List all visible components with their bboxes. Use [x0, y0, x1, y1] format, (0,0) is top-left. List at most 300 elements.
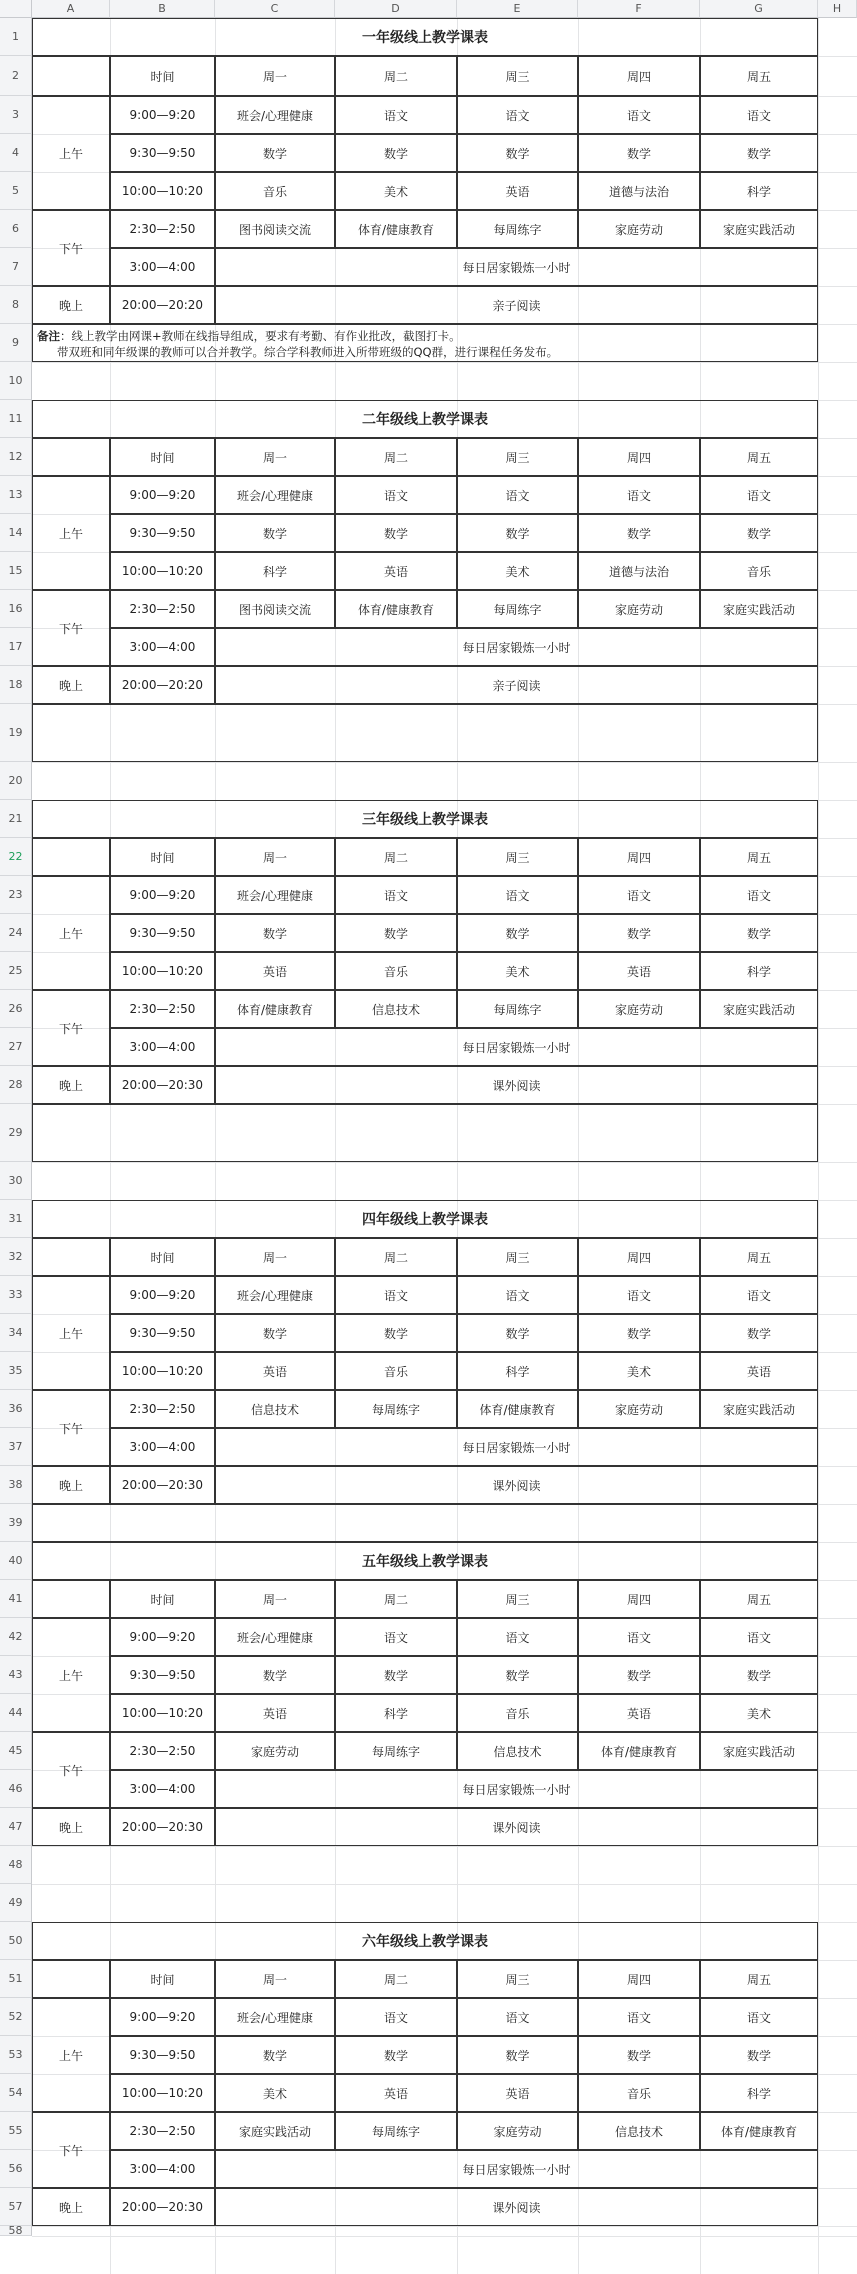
time-slot: 9:30—9:50 [110, 1656, 215, 1694]
header-day: 周五 [700, 438, 818, 476]
header-day: 周五 [700, 56, 818, 96]
class-cell[interactable]: 音乐 [578, 2074, 700, 2112]
time-slot: 2:30—2:50 [110, 990, 215, 1028]
row-header[interactable]: 12 [0, 438, 32, 476]
time-slot: 3:00—4:00 [110, 1770, 215, 1808]
class-cell[interactable]: 数学 [215, 1656, 335, 1694]
row-header[interactable]: 8 [0, 286, 32, 324]
class-cell[interactable]: 数学 [335, 2036, 457, 2074]
time-slot: 9:30—9:50 [110, 134, 215, 172]
class-cell[interactable]: 科学 [700, 172, 818, 210]
class-cell[interactable]: 家庭劳动 [578, 990, 700, 1028]
class-cell[interactable]: 语文 [578, 476, 700, 514]
class-cell[interactable]: 信息技术 [335, 990, 457, 1028]
row-header[interactable]: 23 [0, 876, 32, 914]
row-header[interactable]: 24 [0, 914, 32, 952]
class-cell[interactable]: 数学 [578, 1656, 700, 1694]
class-cell[interactable]: 家庭劳动 [457, 2112, 578, 2150]
class-cell[interactable]: 信息技术 [578, 2112, 700, 2150]
time-slot: 10:00—10:20 [110, 2074, 215, 2112]
grid-line [32, 1846, 857, 1847]
evening-time: 20:00—20:20 [110, 666, 215, 704]
class-cell[interactable]: 家庭实践活动 [700, 1390, 818, 1428]
header-time: 时间 [110, 1960, 215, 1998]
row-header[interactable]: 55 [0, 2112, 32, 2150]
evening-time: 20:00—20:20 [110, 286, 215, 324]
class-cell[interactable]: 数学 [578, 514, 700, 552]
row-header[interactable]: 31 [0, 1200, 32, 1238]
row-header[interactable]: 18 [0, 666, 32, 704]
row-header[interactable]: 53 [0, 2036, 32, 2074]
exercise-cell[interactable]: 每日居家锻炼一小时 [215, 1770, 818, 1808]
schedule-title: 五年级线上教学课表 [32, 1542, 818, 1580]
class-cell[interactable]: 家庭实践活动 [215, 2112, 335, 2150]
class-cell[interactable]: 体育/健康教育 [335, 210, 457, 248]
class-cell[interactable]: 体育/健康教育 [215, 990, 335, 1028]
row-header[interactable]: 28 [0, 1066, 32, 1104]
class-cell[interactable]: 语文 [457, 1618, 578, 1656]
evening-activity[interactable]: 亲子阅读 [215, 286, 818, 324]
class-cell[interactable]: 体育/健康教育 [578, 1732, 700, 1770]
empty-corner-cell [32, 838, 110, 876]
row-header[interactable]: 57 [0, 2188, 32, 2226]
class-cell[interactable]: 语文 [335, 1276, 457, 1314]
header-day: 周三 [457, 1238, 578, 1276]
exercise-cell[interactable]: 每日居家锻炼一小时 [215, 628, 818, 666]
time-slot: 2:30—2:50 [110, 590, 215, 628]
grid-line [32, 1162, 857, 1163]
column-header[interactable]: D [335, 0, 457, 18]
row-header[interactable]: 17 [0, 628, 32, 666]
row-header[interactable]: 54 [0, 2074, 32, 2112]
header-time: 时间 [110, 438, 215, 476]
header-day: 周一 [215, 1580, 335, 1618]
row-header[interactable]: 58 [0, 2226, 32, 2236]
row-header[interactable]: 13 [0, 476, 32, 514]
header-day: 周二 [335, 838, 457, 876]
time-slot: 10:00—10:20 [110, 1694, 215, 1732]
column-header[interactable]: G [700, 0, 818, 18]
time-slot: 3:00—4:00 [110, 628, 215, 666]
row-header[interactable]: 5 [0, 172, 32, 210]
row-header[interactable]: 47 [0, 1808, 32, 1846]
class-cell[interactable]: 语文 [335, 476, 457, 514]
class-cell[interactable]: 语文 [457, 1276, 578, 1314]
row-header[interactable]: 36 [0, 1390, 32, 1428]
class-cell[interactable]: 英语 [215, 952, 335, 990]
time-slot: 3:00—4:00 [110, 2150, 215, 2188]
row-header[interactable]: 2 [0, 56, 32, 96]
class-cell[interactable]: 每周练字 [335, 1390, 457, 1428]
row-header[interactable]: 6 [0, 210, 32, 248]
evening-activity[interactable]: 课外阅读 [215, 1066, 818, 1104]
class-cell[interactable]: 科学 [457, 1352, 578, 1390]
class-cell[interactable]: 语文 [578, 96, 700, 134]
class-cell[interactable]: 语文 [700, 96, 818, 134]
row-header[interactable]: 39 [0, 1504, 32, 1542]
header-time: 时间 [110, 1580, 215, 1618]
class-cell[interactable]: 音乐 [457, 1694, 578, 1732]
class-cell[interactable]: 班会/心理健康 [215, 1998, 335, 2036]
period-afternoon: 下午 [32, 590, 110, 666]
class-cell[interactable]: 科学 [335, 1694, 457, 1732]
class-cell[interactable]: 语文 [700, 1276, 818, 1314]
column-header[interactable]: E [457, 0, 578, 18]
row-header[interactable]: 25 [0, 952, 32, 990]
schedule-title: 一年级线上教学课表 [32, 18, 818, 56]
evening-time: 20:00—20:30 [110, 1808, 215, 1846]
header-day: 周一 [215, 838, 335, 876]
row-header[interactable]: 15 [0, 552, 32, 590]
class-cell[interactable]: 美术 [457, 952, 578, 990]
blank-merged-cell[interactable] [32, 1504, 818, 1542]
row-header[interactable]: 38 [0, 1466, 32, 1504]
time-slot: 9:30—9:50 [110, 914, 215, 952]
time-slot: 10:00—10:20 [110, 1352, 215, 1390]
class-cell[interactable]: 美术 [215, 2074, 335, 2112]
class-cell[interactable]: 班会/心理健康 [215, 476, 335, 514]
class-cell[interactable]: 道德与法治 [578, 552, 700, 590]
evening-activity[interactable]: 亲子阅读 [215, 666, 818, 704]
class-cell[interactable]: 家庭实践活动 [700, 1732, 818, 1770]
row-header[interactable]: 46 [0, 1770, 32, 1808]
class-cell[interactable]: 每周练字 [335, 2112, 457, 2150]
row-header[interactable]: 11 [0, 400, 32, 438]
class-cell[interactable]: 语文 [578, 876, 700, 914]
class-cell[interactable]: 英语 [457, 2074, 578, 2112]
grid-line [32, 2226, 857, 2227]
row-header[interactable]: 45 [0, 1732, 32, 1770]
class-cell[interactable]: 班会/心理健康 [215, 1276, 335, 1314]
grid-line [818, 18, 819, 2274]
header-day: 周五 [700, 1238, 818, 1276]
class-cell[interactable]: 科学 [700, 2074, 818, 2112]
row-header[interactable]: 52 [0, 1998, 32, 2036]
class-cell[interactable]: 音乐 [335, 952, 457, 990]
class-cell[interactable]: 道德与法治 [578, 172, 700, 210]
class-cell[interactable]: 语文 [457, 96, 578, 134]
class-cell[interactable]: 语文 [700, 476, 818, 514]
period-evening: 晚上 [32, 2188, 110, 2226]
class-cell[interactable]: 数学 [335, 134, 457, 172]
grid-line [32, 1884, 857, 1885]
class-cell[interactable]: 数学 [335, 1314, 457, 1352]
row-header[interactable]: 22 [0, 838, 32, 876]
column-header[interactable]: F [578, 0, 700, 18]
time-slot: 9:00—9:20 [110, 476, 215, 514]
header-day: 周三 [457, 838, 578, 876]
class-cell[interactable]: 音乐 [215, 172, 335, 210]
row-header[interactable]: 50 [0, 1922, 32, 1960]
class-cell[interactable]: 英语 [578, 1694, 700, 1732]
row-header[interactable]: 21 [0, 800, 32, 838]
time-slot: 2:30—2:50 [110, 1732, 215, 1770]
class-cell[interactable]: 每周练字 [457, 590, 578, 628]
header-day: 周一 [215, 1960, 335, 1998]
header-day: 周三 [457, 56, 578, 96]
period-morning: 上午 [32, 476, 110, 590]
class-cell[interactable]: 数学 [578, 914, 700, 952]
class-cell[interactable]: 数学 [457, 914, 578, 952]
period-morning: 上午 [32, 1998, 110, 2112]
class-cell[interactable]: 英语 [335, 552, 457, 590]
row-header[interactable]: 3 [0, 96, 32, 134]
header-day: 周五 [700, 1960, 818, 1998]
class-cell[interactable]: 家庭实践活动 [700, 590, 818, 628]
class-cell[interactable]: 家庭劳动 [578, 1390, 700, 1428]
header-day: 周二 [335, 1580, 457, 1618]
row-header[interactable]: 49 [0, 1884, 32, 1922]
header-time: 时间 [110, 838, 215, 876]
period-evening: 晚上 [32, 666, 110, 704]
header-day: 周四 [578, 1580, 700, 1618]
class-cell[interactable]: 英语 [457, 172, 578, 210]
class-cell[interactable]: 每周练字 [335, 1732, 457, 1770]
class-cell[interactable]: 科学 [700, 952, 818, 990]
class-cell[interactable]: 家庭劳动 [578, 590, 700, 628]
class-cell[interactable]: 数学 [215, 914, 335, 952]
class-cell[interactable]: 数学 [215, 2036, 335, 2074]
row-header[interactable]: 34 [0, 1314, 32, 1352]
class-cell[interactable]: 语文 [578, 1998, 700, 2036]
class-cell[interactable]: 家庭劳动 [215, 1732, 335, 1770]
header-time: 时间 [110, 56, 215, 96]
row-header[interactable]: 48 [0, 1846, 32, 1884]
column-header[interactable]: H [818, 0, 857, 18]
empty-corner-cell [32, 1580, 110, 1618]
class-cell[interactable]: 语文 [335, 1998, 457, 2036]
exercise-cell[interactable]: 每日居家锻炼一小时 [215, 2150, 818, 2188]
header-day: 周五 [700, 1580, 818, 1618]
class-cell[interactable]: 语文 [700, 876, 818, 914]
grid-line [32, 2236, 857, 2237]
exercise-cell[interactable]: 每日居家锻炼一小时 [215, 1428, 818, 1466]
class-cell[interactable]: 数学 [700, 1656, 818, 1694]
column-header[interactable]: C [215, 0, 335, 18]
class-cell[interactable]: 数学 [700, 514, 818, 552]
class-cell[interactable]: 数学 [700, 2036, 818, 2074]
row-header[interactable]: 27 [0, 1028, 32, 1066]
time-slot: 9:30—9:50 [110, 514, 215, 552]
row-header[interactable]: 4 [0, 134, 32, 172]
period-afternoon: 下午 [32, 1732, 110, 1808]
note-line-2: 带双班和同年级课的教师可以合并教学。综合学科教师进入所带班级的QQ群，进行课程任务发布。 [57, 345, 559, 359]
class-cell[interactable]: 数学 [457, 2036, 578, 2074]
row-header[interactable]: 1 [0, 18, 32, 56]
class-cell[interactable]: 数学 [215, 1314, 335, 1352]
empty-corner-cell [32, 56, 110, 96]
class-cell[interactable]: 体育/健康教育 [457, 1390, 578, 1428]
class-cell[interactable]: 英语 [215, 1694, 335, 1732]
header-day: 周一 [215, 1238, 335, 1276]
period-evening: 晚上 [32, 1466, 110, 1504]
class-cell[interactable]: 数学 [700, 914, 818, 952]
class-cell[interactable]: 数学 [335, 1656, 457, 1694]
time-slot: 3:00—4:00 [110, 1028, 215, 1066]
period-afternoon: 下午 [32, 990, 110, 1066]
class-cell[interactable]: 信息技术 [215, 1390, 335, 1428]
class-cell[interactable]: 语文 [335, 1618, 457, 1656]
evening-time: 20:00—20:30 [110, 1466, 215, 1504]
time-slot: 10:00—10:20 [110, 552, 215, 590]
time-slot: 3:00—4:00 [110, 248, 215, 286]
row-header[interactable]: 43 [0, 1656, 32, 1694]
time-slot: 2:30—2:50 [110, 2112, 215, 2150]
row-header[interactable]: 56 [0, 2150, 32, 2188]
header-time: 时间 [110, 1238, 215, 1276]
class-cell[interactable]: 科学 [215, 552, 335, 590]
row-header[interactable]: 19 [0, 704, 32, 762]
empty-corner-cell [32, 1238, 110, 1276]
class-cell[interactable]: 数学 [335, 914, 457, 952]
class-cell[interactable]: 音乐 [335, 1352, 457, 1390]
header-day: 周一 [215, 56, 335, 96]
select-all-corner[interactable] [0, 0, 32, 18]
column-header[interactable]: B [110, 0, 215, 18]
header-day: 周二 [335, 438, 457, 476]
class-cell[interactable]: 每周练字 [457, 210, 578, 248]
class-cell[interactable]: 班会/心理健康 [215, 96, 335, 134]
note-cell[interactable] [32, 324, 818, 362]
row-header[interactable]: 32 [0, 1238, 32, 1276]
row-header[interactable]: 16 [0, 590, 32, 628]
empty-corner-cell [32, 438, 110, 476]
class-cell[interactable]: 家庭实践活动 [700, 990, 818, 1028]
class-cell[interactable]: 数学 [457, 1314, 578, 1352]
class-cell[interactable]: 图书阅读交流 [215, 590, 335, 628]
class-cell[interactable]: 语文 [457, 476, 578, 514]
class-cell[interactable]: 体育/健康教育 [700, 2112, 818, 2150]
class-cell[interactable]: 家庭劳动 [578, 210, 700, 248]
exercise-cell[interactable]: 每日居家锻炼一小时 [215, 1028, 818, 1066]
row-header[interactable]: 20 [0, 762, 32, 800]
row-header[interactable]: 29 [0, 1104, 32, 1162]
class-cell[interactable]: 数学 [700, 1314, 818, 1352]
time-slot: 9:00—9:20 [110, 96, 215, 134]
header-day: 周三 [457, 438, 578, 476]
class-cell[interactable]: 美术 [457, 552, 578, 590]
class-cell[interactable]: 数学 [578, 2036, 700, 2074]
blank-merged-cell[interactable] [32, 704, 818, 762]
header-day: 周二 [335, 1238, 457, 1276]
period-morning: 上午 [32, 96, 110, 210]
period-morning: 上午 [32, 1618, 110, 1732]
row-header[interactable]: 26 [0, 990, 32, 1028]
header-day: 周一 [215, 438, 335, 476]
class-cell[interactable]: 美术 [578, 1352, 700, 1390]
row-header[interactable]: 10 [0, 362, 32, 400]
class-cell[interactable]: 家庭实践活动 [700, 210, 818, 248]
class-cell[interactable]: 班会/心理健康 [215, 1618, 335, 1656]
header-day: 周四 [578, 838, 700, 876]
blank-merged-cell[interactable] [32, 1104, 818, 1162]
class-cell[interactable]: 美术 [335, 172, 457, 210]
evening-time: 20:00—20:30 [110, 1066, 215, 1104]
grid-line [32, 762, 857, 763]
class-cell[interactable]: 英语 [215, 1352, 335, 1390]
period-afternoon: 下午 [32, 2112, 110, 2188]
class-cell[interactable]: 数学 [457, 1656, 578, 1694]
evening-activity[interactable]: 课外阅读 [215, 1808, 818, 1846]
header-day: 周三 [457, 1960, 578, 1998]
class-cell[interactable]: 英语 [700, 1352, 818, 1390]
time-slot: 2:30—2:50 [110, 210, 215, 248]
row-header[interactable]: 7 [0, 248, 32, 286]
class-cell[interactable]: 语文 [335, 876, 457, 914]
class-cell[interactable]: 数学 [457, 514, 578, 552]
class-cell[interactable]: 语文 [578, 1276, 700, 1314]
header-day: 周二 [335, 56, 457, 96]
evening-activity[interactable]: 课外阅读 [215, 1466, 818, 1504]
class-cell[interactable]: 每周练字 [457, 990, 578, 1028]
header-day: 周四 [578, 56, 700, 96]
header-day: 周四 [578, 1960, 700, 1998]
time-slot: 10:00—10:20 [110, 172, 215, 210]
class-cell[interactable]: 体育/健康教育 [335, 590, 457, 628]
note-line-1: ：线上教学由网课+教师在线指导组成，要求有考勤、有作业批改，截图打卡。 [60, 329, 461, 343]
class-cell[interactable]: 语文 [578, 1618, 700, 1656]
column-header[interactable]: A [32, 0, 110, 18]
period-evening: 晚上 [32, 1066, 110, 1104]
period-evening: 晚上 [32, 1808, 110, 1846]
class-cell[interactable]: 美术 [700, 1694, 818, 1732]
class-cell[interactable]: 音乐 [700, 552, 818, 590]
period-afternoon: 下午 [32, 1390, 110, 1466]
period-morning: 上午 [32, 876, 110, 990]
class-cell[interactable]: 语文 [457, 1998, 578, 2036]
row-header[interactable]: 40 [0, 1542, 32, 1580]
row-header[interactable]: 33 [0, 1276, 32, 1314]
exercise-cell[interactable]: 每日居家锻炼一小时 [215, 248, 818, 286]
row-header[interactable]: 44 [0, 1694, 32, 1732]
class-cell[interactable]: 图书阅读交流 [215, 210, 335, 248]
class-cell[interactable]: 数学 [700, 134, 818, 172]
class-cell[interactable]: 英语 [335, 2074, 457, 2112]
class-cell[interactable]: 数学 [215, 134, 335, 172]
row-header[interactable]: 51 [0, 1960, 32, 1998]
class-cell[interactable]: 班会/心理健康 [215, 876, 335, 914]
class-cell[interactable]: 英语 [578, 952, 700, 990]
class-cell[interactable]: 数学 [457, 134, 578, 172]
class-cell[interactable]: 语文 [700, 1998, 818, 2036]
schedule-title: 六年级线上教学课表 [32, 1922, 818, 1960]
class-cell[interactable]: 数学 [578, 1314, 700, 1352]
row-header[interactable]: 9 [0, 324, 32, 362]
class-cell[interactable]: 语文 [457, 876, 578, 914]
header-day: 周五 [700, 838, 818, 876]
period-afternoon: 下午 [32, 210, 110, 286]
class-cell[interactable]: 数学 [215, 514, 335, 552]
time-slot: 9:00—9:20 [110, 1998, 215, 2036]
row-header[interactable]: 30 [0, 1162, 32, 1200]
note-label: 备注 [37, 329, 60, 343]
row-header[interactable]: 42 [0, 1618, 32, 1656]
row-header[interactable]: 14 [0, 514, 32, 552]
class-cell[interactable]: 语文 [700, 1618, 818, 1656]
class-cell[interactable]: 信息技术 [457, 1732, 578, 1770]
header-day: 周二 [335, 1960, 457, 1998]
row-header[interactable]: 41 [0, 1580, 32, 1618]
time-slot: 9:00—9:20 [110, 1276, 215, 1314]
evening-activity[interactable]: 课外阅读 [215, 2188, 818, 2226]
row-header[interactable]: 37 [0, 1428, 32, 1466]
schedule-title: 三年级线上教学课表 [32, 800, 818, 838]
row-header[interactable]: 35 [0, 1352, 32, 1390]
class-cell[interactable]: 数学 [335, 514, 457, 552]
class-cell[interactable]: 语文 [335, 96, 457, 134]
class-cell[interactable]: 数学 [578, 134, 700, 172]
time-slot: 2:30—2:50 [110, 1390, 215, 1428]
